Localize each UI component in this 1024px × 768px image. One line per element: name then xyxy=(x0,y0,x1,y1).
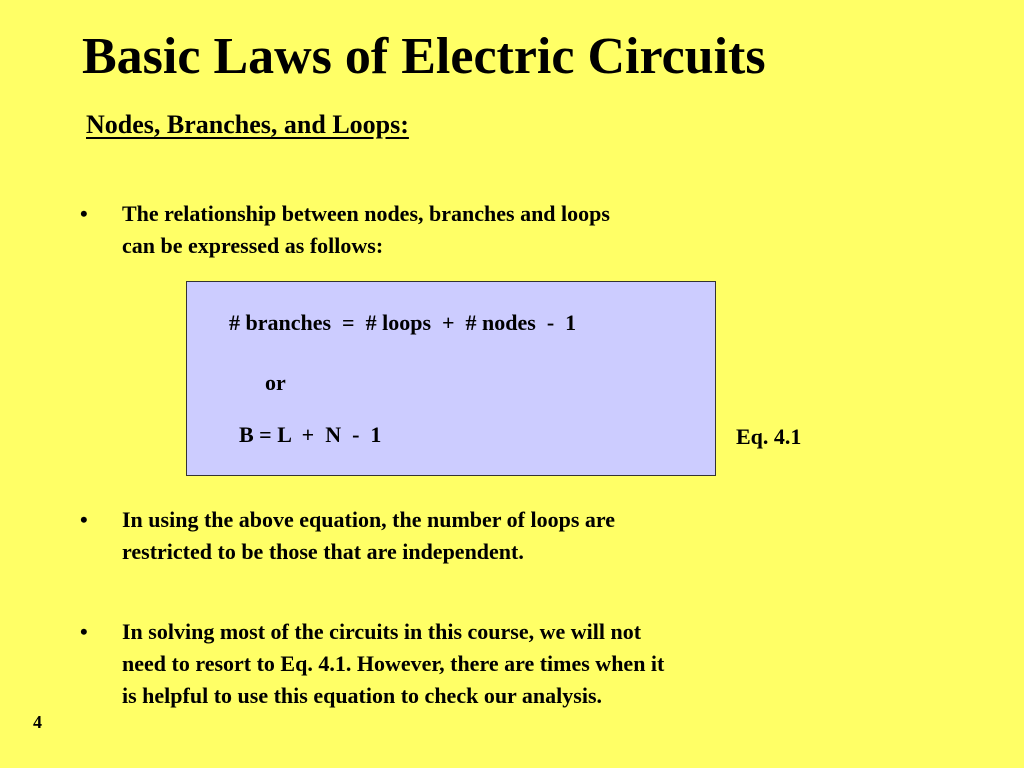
equation-words: # branches = # loops + # nodes - 1 xyxy=(229,310,577,335)
bullet-line: In using the above equation, the number of loops are xyxy=(122,507,616,532)
equation-or: or xyxy=(265,370,286,395)
bullet-text xyxy=(122,198,610,262)
bullet-marker: • xyxy=(80,201,88,226)
bullet-line: In solving most of the circuits in this course, we will not xyxy=(122,619,642,644)
bullet-text xyxy=(122,616,664,712)
bullet-marker: • xyxy=(80,507,88,532)
slide-subtitle: Nodes, Branches, and Loops: xyxy=(86,110,409,139)
bullet-line: need to resort to Eq. 4.1. However, there are times when it xyxy=(122,651,665,676)
bullet-text xyxy=(122,504,615,568)
bullet-line: can be expressed as follows: xyxy=(122,233,384,258)
equation-symbols: B = L + N - 1 xyxy=(239,422,382,447)
slide-title: Basic Laws of Electric Circuits xyxy=(82,28,766,85)
bullet-marker: • xyxy=(80,619,88,644)
equation-box xyxy=(186,281,716,476)
bullet-line: is helpful to use this equation to check our analysis. xyxy=(122,683,603,708)
equation-label: Eq. 4.1 xyxy=(736,424,802,449)
bullet-line: restricted to be those that are independent. xyxy=(122,539,524,564)
bullet-line: The relationship between nodes, branches and loops xyxy=(122,201,610,226)
page-number: 4 xyxy=(33,712,42,732)
